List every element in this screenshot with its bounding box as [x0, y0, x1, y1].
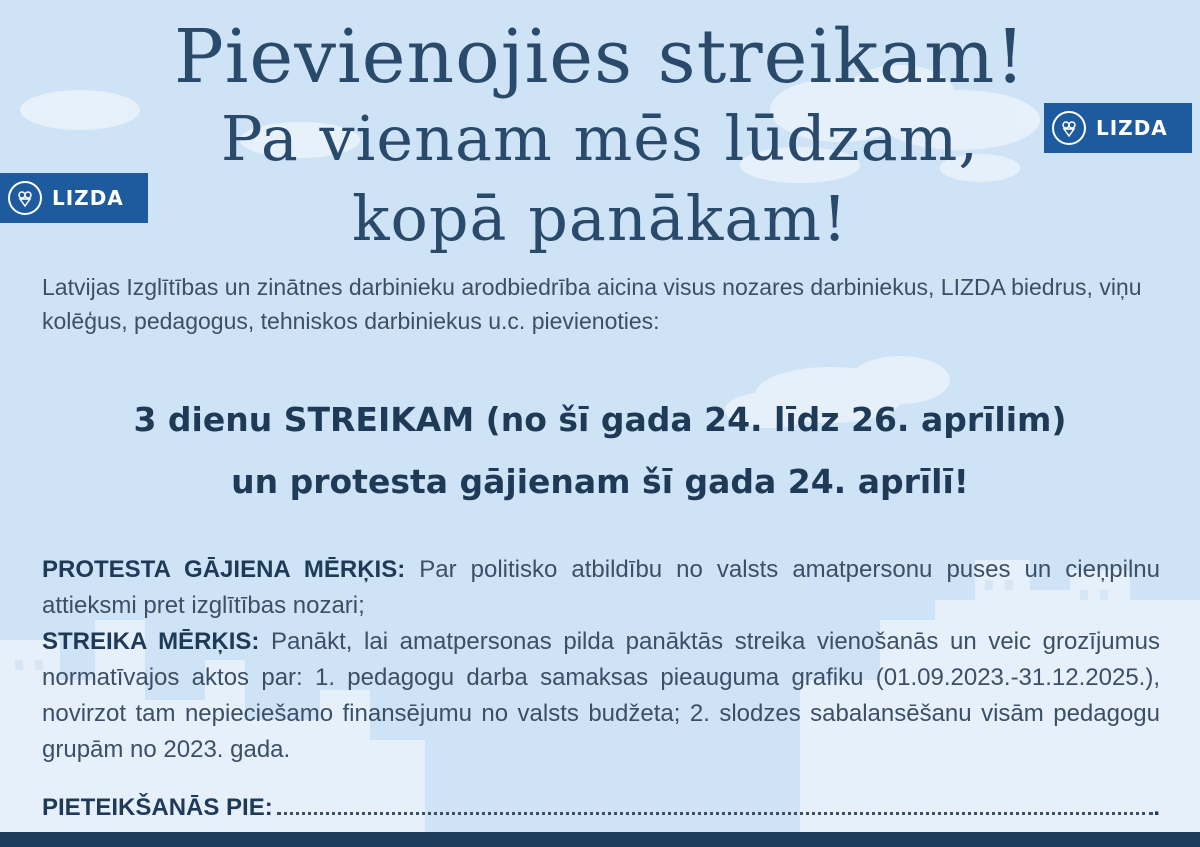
lizda-badge-label: LIZDA [1096, 116, 1168, 140]
protest-goal-label: PROTESTA GĀJIENA MĒRĶIS: [42, 556, 406, 583]
owl-seal-icon [8, 181, 42, 215]
goals-section [42, 552, 1160, 768]
protest-goal [42, 552, 1160, 624]
signup-fill-line [277, 794, 1154, 815]
title-line-2: Pa vienam mēs lūdzam, [220, 102, 980, 175]
signup-end: . [1153, 794, 1160, 821]
lizda-badge-right [1044, 103, 1192, 153]
lizda-badge-label: LIZDA [52, 186, 124, 210]
owl-seal-icon [1052, 111, 1086, 145]
signup-label: PIETEIKŠANĀS PIE: [42, 794, 273, 821]
strike-headline: 3 dienu STREIKAM (no šī gada 24. līdz 26. aprīlim) [133, 400, 1067, 439]
title-line-1: Pievienojies streikam! [173, 14, 1027, 100]
strike-goal [42, 624, 1160, 768]
strike-goal-label: STREIKA MĒRĶIS: [42, 628, 260, 655]
bottom-bar [0, 832, 1200, 847]
strike-goal-text: Panākt, lai amatpersonas pilda panāktās streika vienošanās un veic grozījumus normatīvajos aktos par: 1. pedagogu darba samaksas pieauguma grafiku (01.09.2023.-31.12.2025.), novirzot tam nepieciešamo finansējumu no valsts budžeta; 2. slodzes sabalansēšanu visām pedagogu grupām no 2023. gada. [42, 628, 1160, 763]
lizda-badge-left [0, 173, 148, 223]
intro-text: Latvijas Izglītības un zinātnes darbinieku arodbiedrība aicina visus nozares darbiniekus, LIZDA biedrus, viņu kolēģus, pedagogus, tehniskos darbiniekus u.c. pievienoties: [42, 274, 1142, 334]
march-headline: un protesta gājienam šī gada 24. aprīlī! [231, 462, 969, 501]
protest-goal-text: Par politisko atbildību no valsts amatpersonu puses un cieņpilnu attieksmi pret izglītības nozari; [42, 556, 1160, 619]
signup-line [42, 790, 1160, 826]
title-line-3: kopā panākam! [351, 182, 849, 255]
